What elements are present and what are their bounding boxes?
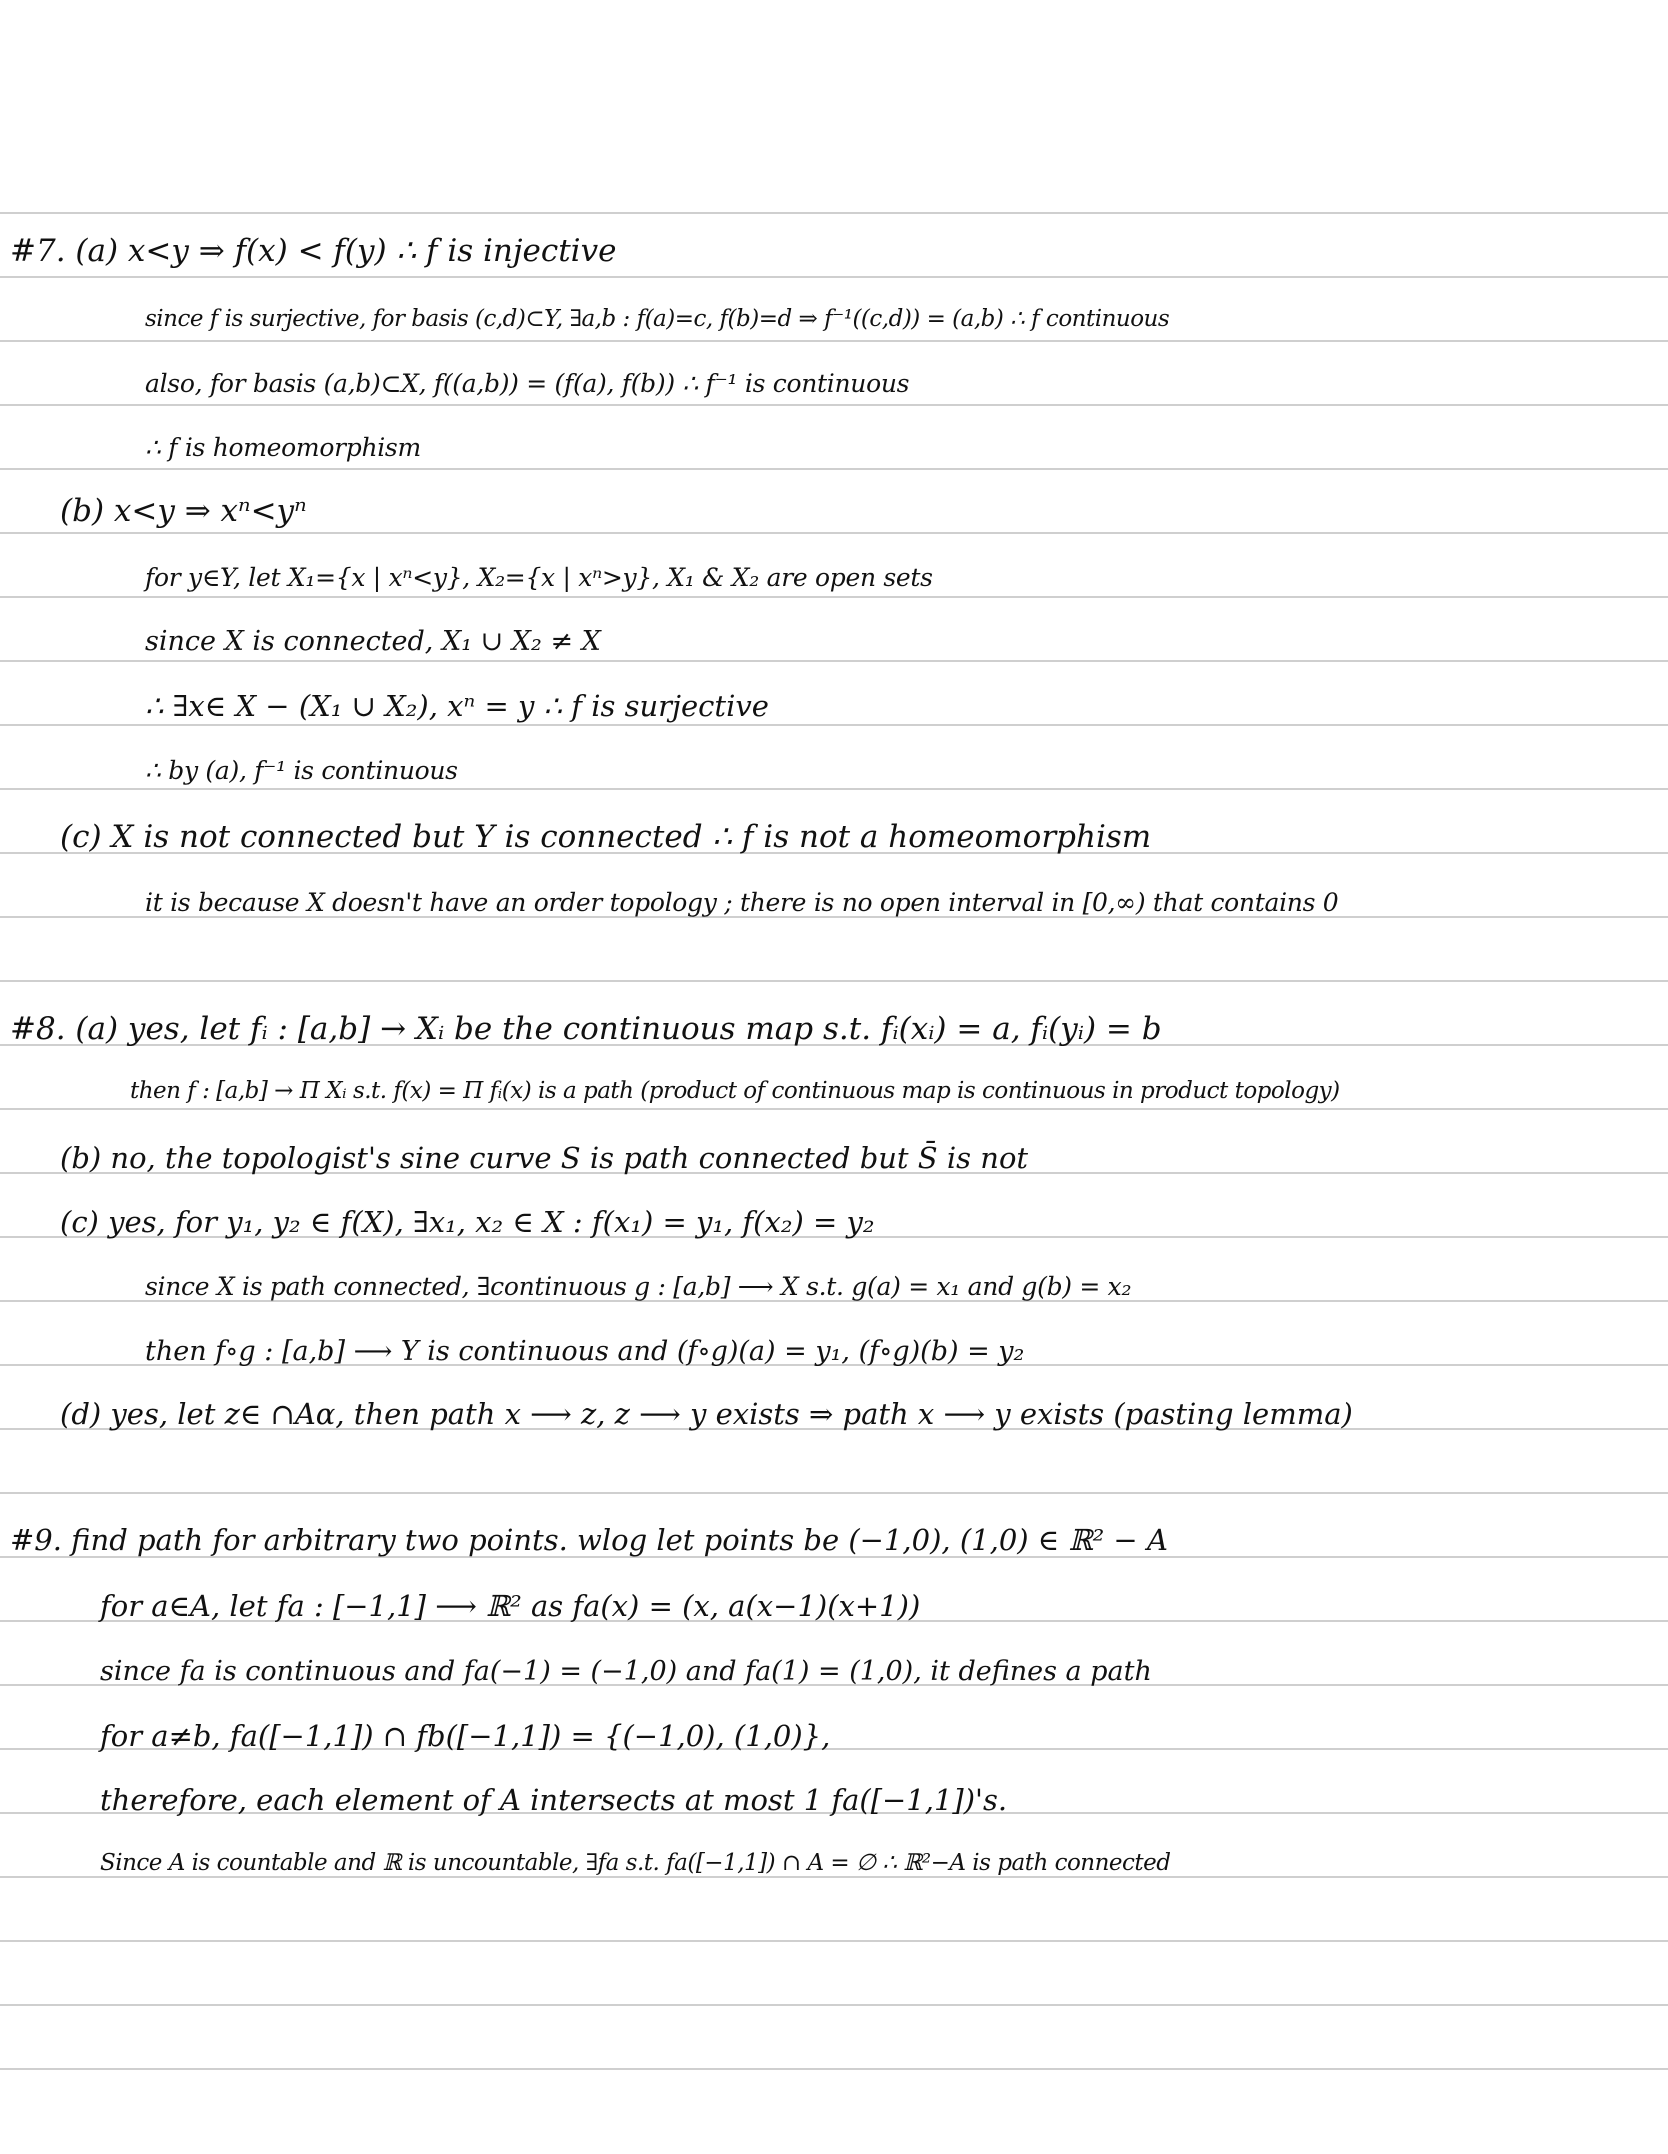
p7-line-4: ∴ f is homeomorphism bbox=[145, 433, 421, 462]
rule-line bbox=[0, 2004, 1668, 2006]
rule-line bbox=[0, 468, 1668, 470]
rule-line bbox=[0, 276, 1668, 278]
p7-line-3: also, for basis (a,b)⊂X, f((a,b)) = (f(a), f(b)) ∴ f⁻¹ is continuous bbox=[145, 369, 910, 398]
p9-line-3: since fa is continuous and fa(−1) = (−1,0) and fa(1) = (1,0), it defines a path bbox=[100, 1656, 1152, 1687]
rule-line bbox=[0, 532, 1668, 534]
p8-line-1: #8. (a) yes, let fᵢ : [a,b] → Xᵢ be the continuous map s.t. fᵢ(xᵢ) = a, fᵢ(yᵢ) = b bbox=[10, 1011, 1162, 1047]
p7-line-9: ∴ by (a), f⁻¹ is continuous bbox=[145, 756, 458, 785]
p7-line-8: ∴ ∃x∈ X − (X₁ ∪ X₂), xⁿ = y ∴ f is surjective bbox=[145, 689, 769, 723]
p7-line-7: since X is connected, X₁ ∪ X₂ ≠ X bbox=[145, 626, 601, 657]
rule-line bbox=[0, 724, 1668, 726]
p9-line-2: for a∈A, let fa : [−1,1] ⟶ ℝ² as fa(x) = (x, a(x−1)(x+1)) bbox=[100, 1589, 921, 1623]
rule-line bbox=[0, 212, 1668, 214]
rule-line bbox=[0, 1108, 1668, 1110]
rule-line bbox=[0, 404, 1668, 406]
rule-line bbox=[0, 340, 1668, 342]
p8-line-2: then f : [a,b] → Π Xᵢ s.t. f(x) = Π fᵢ(x) is a path (product of continuous map is continuous in product topology) bbox=[130, 1078, 1340, 1104]
p8-line-4: (c) yes, for y₁, y₂ ∈ f(X), ∃x₁, x₂ ∈ X : f(x₁) = y₁, f(x₂) = y₂ bbox=[60, 1205, 875, 1239]
rule-line bbox=[0, 1940, 1668, 1942]
rule-line bbox=[0, 980, 1668, 982]
rule-line bbox=[0, 788, 1668, 790]
rule-line bbox=[0, 2068, 1668, 2070]
p7-line-2: since f is surjective, for basis (c,d)⊂Y, ∃a,b : f(a)=c, f(b)=d ⇒ f⁻¹((c,d)) = (a,b) ∴ f continuous bbox=[145, 306, 1170, 332]
rule-line bbox=[0, 1876, 1668, 1878]
p8-line-5: since X is path connected, ∃continuous g : [a,b] ⟶ X s.t. g(a) = x₁ and g(b) = x₂ bbox=[145, 1272, 1132, 1301]
p9-line-5: therefore, each element of A intersects at most 1 fa([−1,1])'s. bbox=[100, 1783, 1008, 1817]
p7-line-1: #7. (a) x<y ⇒ f(x) < f(y) ∴ f is injective bbox=[10, 233, 617, 269]
rule-line bbox=[0, 596, 1668, 598]
rule-line bbox=[0, 660, 1668, 662]
rule-line bbox=[0, 1492, 1668, 1494]
p8-line-3: (b) no, the topologist's sine curve S is path connected but S̄ is not bbox=[60, 1141, 1029, 1175]
p7-line-10: (c) X is not connected but Y is connected ∴ f is not a homeomorphism bbox=[60, 819, 1152, 855]
p8-line-6: then f∘g : [a,b] ⟶ Y is continuous and (f∘g)(a) = y₁, (f∘g)(b) = y₂ bbox=[145, 1336, 1025, 1367]
p9-line-6: Since A is countable and ℝ is uncountable, ∃fa s.t. fa([−1,1]) ∩ A = ∅ ∴ ℝ²−A is path connected bbox=[100, 1850, 1171, 1876]
p8-line-7: (d) yes, let z∈ ∩Aα, then path x ⟶ z, z ⟶ y exists ⇒ path x ⟶ y exists (pasting lemma) bbox=[60, 1397, 1353, 1431]
p7-line-6: for y∈Y, let X₁={x | xⁿ<y}, X₂={x | xⁿ>y}, X₁ & X₂ are open sets bbox=[145, 563, 933, 592]
p9-line-1: #9. find path for arbitrary two points. wlog let points be (−1,0), (1,0) ∈ ℝ² − A bbox=[10, 1523, 1168, 1557]
p7-line-5: (b) x<y ⇒ xⁿ<yⁿ bbox=[60, 493, 307, 529]
p7-line-11: it is because X doesn't have an order topology ; there is no open interval in [0,∞) that contains 0 bbox=[145, 888, 1339, 917]
p9-line-4: for a≠b, fa([−1,1]) ∩ fb([−1,1]) = {(−1,0), (1,0)}, bbox=[100, 1719, 831, 1753]
